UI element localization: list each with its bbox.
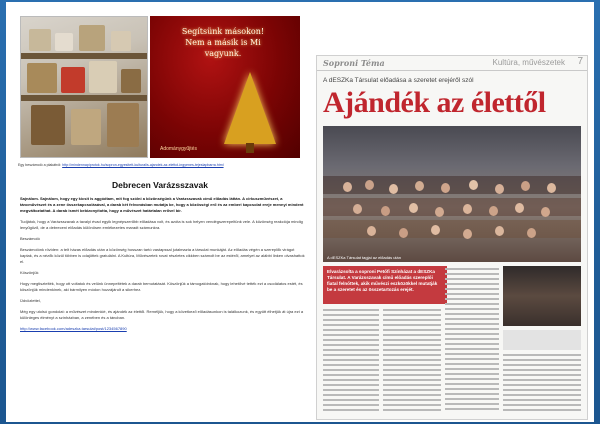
stage-photo	[503, 266, 581, 326]
caption-prefix: Egy beszámoló a plakátról:	[18, 163, 63, 167]
text-column-4	[503, 354, 581, 416]
article-paragraph-4: Még egy utolsó gondolat: a művészet mindenkié, és ajándék az élettől. Reméljük, hogy a következő előadásunkon is találkozunk, és együtt élhetjük át újra ezt a különleges élményt a színházban, a zenében és a táncban.	[20, 309, 304, 320]
page-number: 7	[577, 56, 583, 67]
audience-photo-caption: A dESZKa Társulat tagjai az előadás után	[327, 255, 401, 260]
clipping-lead: Elvarázsolta a soproni Petőfi Színházat a dESZKa Társulat. A Varázsszavak című előadás szereplői fiatal felnőttek, akik művészi eszközökkel mutatják be a szeretet és az összetartozás erejét.	[323, 266, 447, 304]
charity-poster	[150, 16, 300, 158]
clipping-headline: Ajándék az élettől	[323, 86, 546, 119]
poster-line2: Nem a másik is Mi vagyunk.	[185, 38, 261, 58]
audience-photo	[323, 126, 581, 262]
poster-small-text: Adománygyűjtés	[160, 146, 197, 152]
text-column-3	[445, 268, 499, 414]
clipping-kicker: A dESZKa Társulat előadása a szeretet erejéről szól	[323, 77, 474, 84]
article-paragraph-1: Tudjátok, hogy a Varázsszavak a tavalyi évad egyik legnépszerűbb előadása volt, és azóta is sok helyen vendégszerepeltünk vele. A közönség reakciója mindig lenyűgöző, de a debreceni előadás különösen emlékezetes maradt számunkra.	[20, 219, 303, 230]
text-column-2	[383, 309, 441, 415]
article-intro: Sajnálom. Sajnálom, hogy egy kicsit is aggódtam, mit fog szólni a közönségünk a Varázsszavak című előadás láttán. A cirkuszművészet, a táncművészet és a zene összekapcsolásával, a darab két felvonásban mutatja be, hogy a közösségi erő és az emberi kapcsolat ereje mennyi mindent megváltoztathat. A darab ismét bebizonyította, hogy a művészet határtalan erővel bír.	[20, 196, 304, 213]
article-subheading-3: Üdvözlettel,	[20, 298, 41, 303]
article-subheading-1: Beszámoló	[20, 236, 40, 241]
caption-link[interactable]: http://mindennapiprotok.hu/sopron-egyesitett-kulturalis-ajandek-az-elettol-ingyenes-tejeslapbarra.html	[62, 163, 224, 167]
article-body	[20, 196, 308, 337]
photo-caption-box	[503, 330, 581, 350]
facebook-link[interactable]: http://www.facebook.com/adeszka.tarsulat/post/1234567890	[20, 326, 127, 331]
article-paragraph-3: Hogy megtisztelték, hogy ott voltatok és velünk ünnepeltétek a darab bemutatását. Köszönjük a támogatóinknak, hogy lehetővé tették ezt a csodálatos estét, és köszönjük mindenkinek, aki bármilyen módon hozzájárult a sikerhez.	[20, 281, 303, 292]
document-page	[6, 2, 594, 422]
poster-line1: Segítsünk másokon!	[181, 27, 265, 36]
newspaper-clipping	[316, 55, 588, 420]
article-heading: Debrecen Varázsszavak	[112, 180, 208, 190]
text-column-1	[323, 309, 379, 415]
tree-trunk	[246, 143, 254, 153]
gifts-photo	[20, 16, 148, 158]
clipping-header	[317, 56, 587, 71]
christmas-tree-icon	[224, 72, 276, 144]
section-name: Kultúra, művészetek	[492, 58, 565, 67]
article-paragraph-2: Beszámolónk röviden: a telt házas előadás után a közönség hosszan tartó vastapssal jutalmazta a társulat munkáját. Az előadás végén a szereplők virágot kaptak, és a nézők közül többen is odajöttek gratulálni. A Kultúra, Művészetek rovat részletes cikkben számolt be az estéről, amelyet az alábbi linken olvashattok el.	[20, 247, 305, 264]
newspaper-name: Soproni Téma	[323, 58, 385, 68]
article-subheading-2: Köszönjük	[20, 270, 39, 275]
photo-caption	[18, 163, 224, 167]
